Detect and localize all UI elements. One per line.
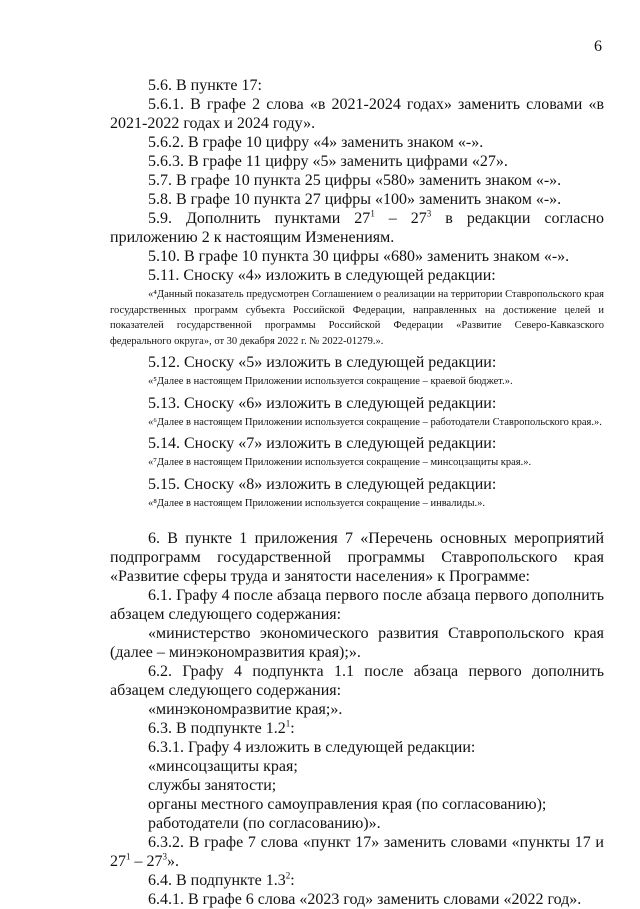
superscript: 3 <box>162 851 167 862</box>
paragraph-5-14: 5.14. Сноску «7» изложить в следующей редакции: <box>148 435 497 452</box>
paragraph-6-4-1: 6.4.1. В графе 6 слова «2023 год» заменить словами «2022 год». <box>148 891 582 908</box>
paragraph-5-9-text-c: в редакции согласно приложению 2 к настоящим Изменениям. <box>110 210 605 246</box>
page-number: 6 <box>594 38 602 55</box>
footnote-8-text: «⁸Далее в настоящем Приложении используется сокращение – инвалиды.». <box>148 497 486 509</box>
paragraph-5-15: 5.15. Сноску «8» изложить в следующей редакции: <box>148 475 497 493</box>
paragraph-5-6-3: 5.6.3. В графе 11 цифру «5» заменить цифрами «27». <box>148 153 508 170</box>
paragraph-5-10: 5.10. В графе 10 пункта 30 цифры «680» заменить знаком «-». <box>148 248 570 265</box>
paragraph-5-8: 5.8. В графе 10 пункта 27 цифры «100» заменить знаком «-». <box>148 191 562 208</box>
paragraph-5-9 <box>110 209 604 247</box>
footnote-7-text: «⁷Далее в настоящем Приложении используется сокращение – минсоцзащиты края.». <box>148 457 532 468</box>
quote-line-4: работодатели (по согласованию)». <box>148 815 381 832</box>
paragraph-6-4 <box>110 871 604 890</box>
paragraph-6-4-text-a: 6.4. В подпункте 1.3 <box>148 872 286 889</box>
paragraph-5-9-text-b: – 27 <box>374 210 427 227</box>
superscript: 1 <box>370 208 375 219</box>
superscript: 1 <box>126 851 131 862</box>
paragraph-5-11: 5.11. Сноску «4» изложить в следующей редакции: <box>148 267 496 284</box>
paragraph-5-9-text-a: 5.9. Дополнить пунктами 27 <box>148 210 371 227</box>
quote-line-1: «минсоцзащиты края; <box>148 758 298 775</box>
paragraph-6-3-text-b: : <box>290 720 295 737</box>
paragraph-5-6: 5.6. В пункте 17: <box>148 77 262 94</box>
paragraph-6-2: 6.2. Графу 4 подпункта 1.1 после абзаца первого дополнить абзацем следующего содержания: <box>110 663 604 699</box>
paragraph-5-6-2: 5.6.2. В графе 10 цифру «4» заменить знаком «-». <box>148 134 484 151</box>
paragraph-6-3-1: 6.3.1. Графу 4 изложить в следующей редакции: <box>148 739 476 756</box>
footnote-5-text: «⁵Далее в настоящем Приложении используется сокращение – краевой бюджет.». <box>148 376 513 387</box>
superscript: 1 <box>285 718 291 729</box>
superscript: 2 <box>285 870 291 881</box>
footnote-6-text: «⁶Далее в настоящем Приложении используется сокращение – работодатели Ставропольского края.». <box>148 416 602 428</box>
paragraph-6-1-quote: «министерство экономического развития Ставропольского края (далее – минэкономразвития края);». <box>110 625 604 661</box>
paragraph-6-3-2-text-a: 6.3.2. В графе 7 слова «пункт 17» заменить словами «пункты 17 и 27 <box>110 834 604 870</box>
paragraph-5-7: 5.7. В графе 10 пункта 25 цифры «580» заменить знаком «-». <box>148 172 562 189</box>
paragraph-6-3-text-a: 6.3. В подпункте 1.2 <box>148 720 286 737</box>
paragraph-6-2-quote: «минэкономразвитие края;». <box>148 701 343 718</box>
quote-line-2: службы занятости; <box>148 777 277 794</box>
paragraph-6-3 <box>110 719 604 738</box>
paragraph-6-3-2-text-b: – 27 <box>130 853 163 870</box>
quote-line-3: органы местного самоуправления края (по согласованию); <box>148 796 547 813</box>
document-body <box>110 76 604 909</box>
paragraph-5-6-1: 5.6.1. В графе 2 слова «в 2021-2024 годах» заменить словами «в 2021-2022 годах и 2024 году». <box>110 96 604 132</box>
paragraph-6-3-2-text-c: ». <box>167 853 179 870</box>
paragraph-5-13: 5.13. Сноску «6» изложить в следующей редакции: <box>148 394 497 412</box>
footnote-4-text: «⁴Данный показатель предусмотрен Соглашением о реализации на территории Ставропольского края государственных программ субъекта Российской Федерации, направленных на достижение целей и показателей государственной программы Российской Федерации «Развитие Северо-Кавказского федерального округа», от 30 декабря 2022 г. № 2022-01279.». <box>110 289 604 347</box>
paragraph-6-3-2 <box>110 833 604 871</box>
paragraph-5-12: 5.12. Сноску «5» изложить в следующей редакции: <box>148 354 497 371</box>
superscript: 3 <box>426 208 432 219</box>
paragraph-6-1: 6.1. Графу 4 после абзаца первого после абзаца первого дополнить абзацем следующего содержания: <box>110 587 604 623</box>
paragraph-6: 6. В пункте 1 приложения 7 «Перечень основных мероприятий подпрограмм государственной программы Ставропольского края «Развитие сферы труда и занятости населения» к Программе: <box>110 530 604 585</box>
paragraph-6-4-text-b: : <box>290 872 295 889</box>
